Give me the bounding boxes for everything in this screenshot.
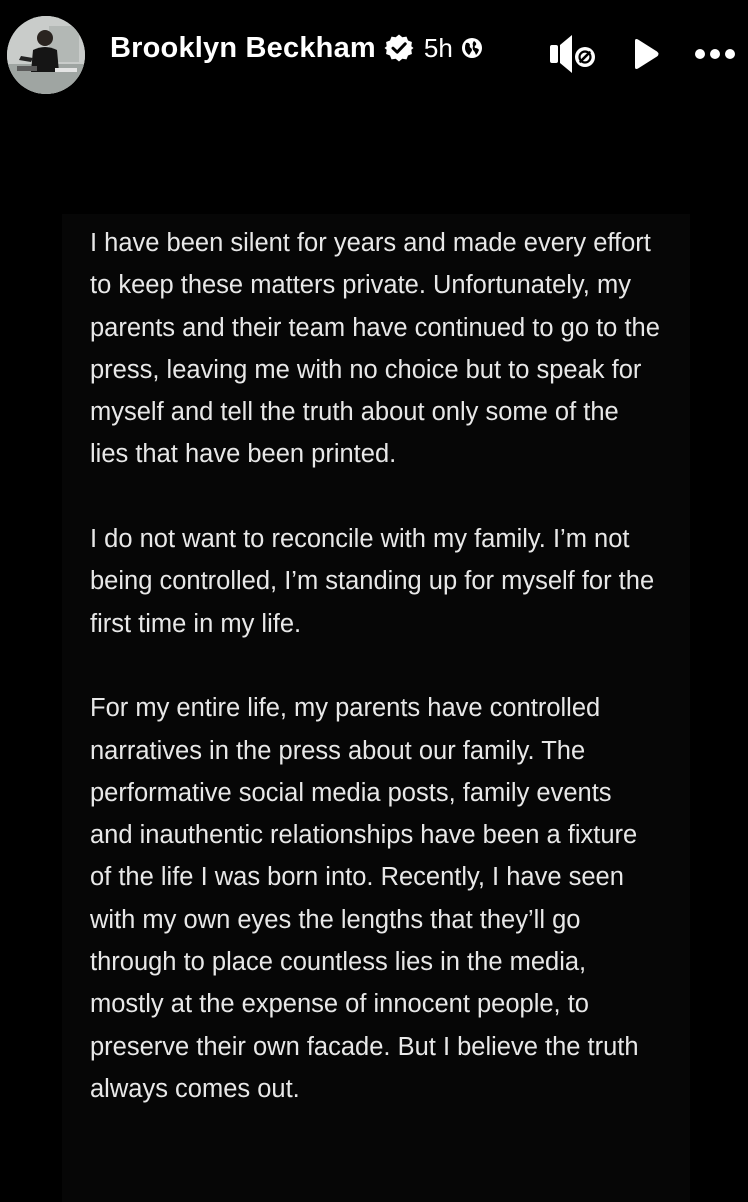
globe-icon <box>461 37 483 59</box>
story-controls <box>548 32 736 76</box>
post-text <box>90 222 660 1153</box>
avatar[interactable] <box>7 16 85 94</box>
username[interactable]: Brooklyn Beckham <box>110 31 376 64</box>
play-icon[interactable] <box>632 38 660 70</box>
avatar-photo <box>7 16 85 94</box>
more-horizontal-icon[interactable] <box>694 48 736 60</box>
verified-badge-icon <box>384 33 414 63</box>
user-info <box>110 28 483 68</box>
post-time: 5h <box>423 32 453 63</box>
paragraph-2: I do not want to reconcile with my family. I’m not being controlled, I’m standing up for myself for the first time in my life. <box>90 525 655 638</box>
paragraph-3: For my entire life, my parents have controlled narratives in the press about our family. The performative social media posts, family events and inauthentic relationships have been a fixture of the life I was born into. Recently, I have seen with my own eyes the lengths that they’ll go through to place countless lies in the media, mostly at the expense of innocent people, to preserve their own facade. But I believe the truth always comes out. <box>90 694 639 1103</box>
story-header <box>0 0 748 100</box>
muted-speaker-icon[interactable] <box>548 32 598 76</box>
paragraph-1: I have been silent for years and made every effort to keep these matters private. Unfortunately, my parents and their team have continued to go to the press, leaving me with no choice but to speak for myself and tell the truth about only some of the lies that have been printed. <box>90 229 660 469</box>
